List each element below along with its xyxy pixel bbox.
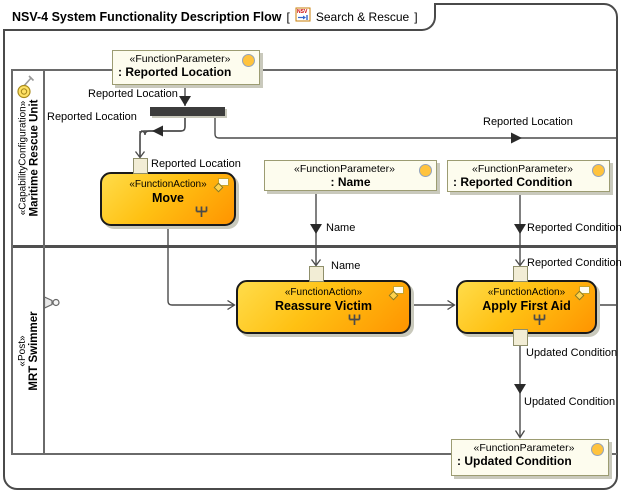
input-pin-apply[interactable] bbox=[513, 266, 528, 282]
edge-label[interactable]: Name bbox=[326, 222, 356, 234]
bracket-close: ] bbox=[414, 10, 418, 24]
edge-label[interactable]: Reported Location bbox=[151, 158, 241, 170]
rake-icon bbox=[347, 313, 362, 331]
output-pin-apply[interactable] bbox=[513, 329, 528, 346]
diagram-title: NSV-4 System Functionality Description Flow bbox=[12, 10, 282, 24]
parameter-circle-icon bbox=[592, 164, 605, 177]
param-name[interactable] bbox=[264, 160, 437, 191]
lane-stereotype: «CapabilityConfiguration» bbox=[17, 100, 28, 216]
input-pin-reassure[interactable] bbox=[309, 266, 324, 282]
action-name-label: Reassure Victim bbox=[274, 299, 373, 313]
edge-label[interactable]: Name bbox=[331, 260, 361, 272]
lane-name: MRT Swimmer bbox=[27, 311, 40, 391]
nsv-diagram-icon bbox=[295, 7, 311, 28]
edge-label[interactable]: Reported Location bbox=[88, 88, 178, 100]
diagram-title-tab[interactable] bbox=[3, 3, 436, 31]
rake-icon bbox=[194, 205, 209, 223]
lane-stereotype: «Post» bbox=[16, 335, 28, 367]
fork-node[interactable] bbox=[150, 107, 225, 116]
edge-label[interactable]: Reported Location bbox=[47, 111, 137, 123]
param-name-label: : Updated Condition bbox=[457, 454, 572, 468]
param-name-label: : Reported Location bbox=[118, 65, 232, 79]
post-person-icon bbox=[38, 294, 61, 312]
svg-text:NSV: NSV bbox=[296, 8, 308, 15]
stereotype-label: «FunctionParameter» bbox=[129, 53, 231, 65]
action-name-label: Apply First Aid bbox=[482, 299, 571, 313]
edge-label[interactable]: Reported Location bbox=[483, 116, 573, 128]
stereotype-label: «FunctionAction» bbox=[284, 287, 363, 298]
edge-label[interactable]: Reported Condition bbox=[527, 257, 622, 269]
stereotype-label: «FunctionAction» bbox=[487, 287, 566, 298]
edge-label[interactable]: Reported Condition bbox=[527, 222, 622, 234]
param-name-label: : Reported Condition bbox=[453, 175, 573, 189]
parameter-circle-icon bbox=[419, 164, 432, 177]
stereotype-label: «FunctionParameter» bbox=[472, 163, 573, 175]
action-move[interactable] bbox=[100, 172, 236, 226]
stereotype-label: «FunctionParameter» bbox=[473, 442, 575, 454]
stereotype-label: «FunctionAction» bbox=[129, 179, 207, 190]
lane-divider-line bbox=[11, 245, 617, 248]
capability-configuration-icon bbox=[16, 75, 36, 104]
param-reported-location[interactable] bbox=[112, 50, 260, 85]
stereotype-label: «FunctionParameter» bbox=[294, 163, 395, 175]
action-name-label: Move bbox=[152, 191, 184, 205]
edge-label[interactable]: Updated Condition bbox=[524, 396, 616, 408]
lane-header-mrt-swimmer[interactable] bbox=[11, 247, 45, 455]
lane-top-line bbox=[11, 69, 617, 71]
parameter-circle-icon bbox=[591, 443, 604, 456]
param-reported-condition[interactable] bbox=[447, 160, 610, 192]
action-reassure-victim[interactable] bbox=[236, 280, 411, 334]
rake-icon bbox=[532, 313, 547, 331]
edge-label[interactable]: Updated Condition bbox=[526, 347, 618, 359]
parameter-circle-icon bbox=[242, 54, 255, 67]
input-pin-move[interactable] bbox=[133, 158, 148, 174]
diagram-context: Search & Rescue bbox=[315, 10, 410, 24]
param-updated-condition[interactable] bbox=[451, 439, 609, 476]
bracket-open: [ bbox=[286, 10, 290, 24]
param-name-label: : Name bbox=[330, 175, 371, 189]
lane-name: Maritime Rescue Unit bbox=[28, 99, 40, 217]
action-apply-first-aid[interactable] bbox=[456, 280, 597, 334]
